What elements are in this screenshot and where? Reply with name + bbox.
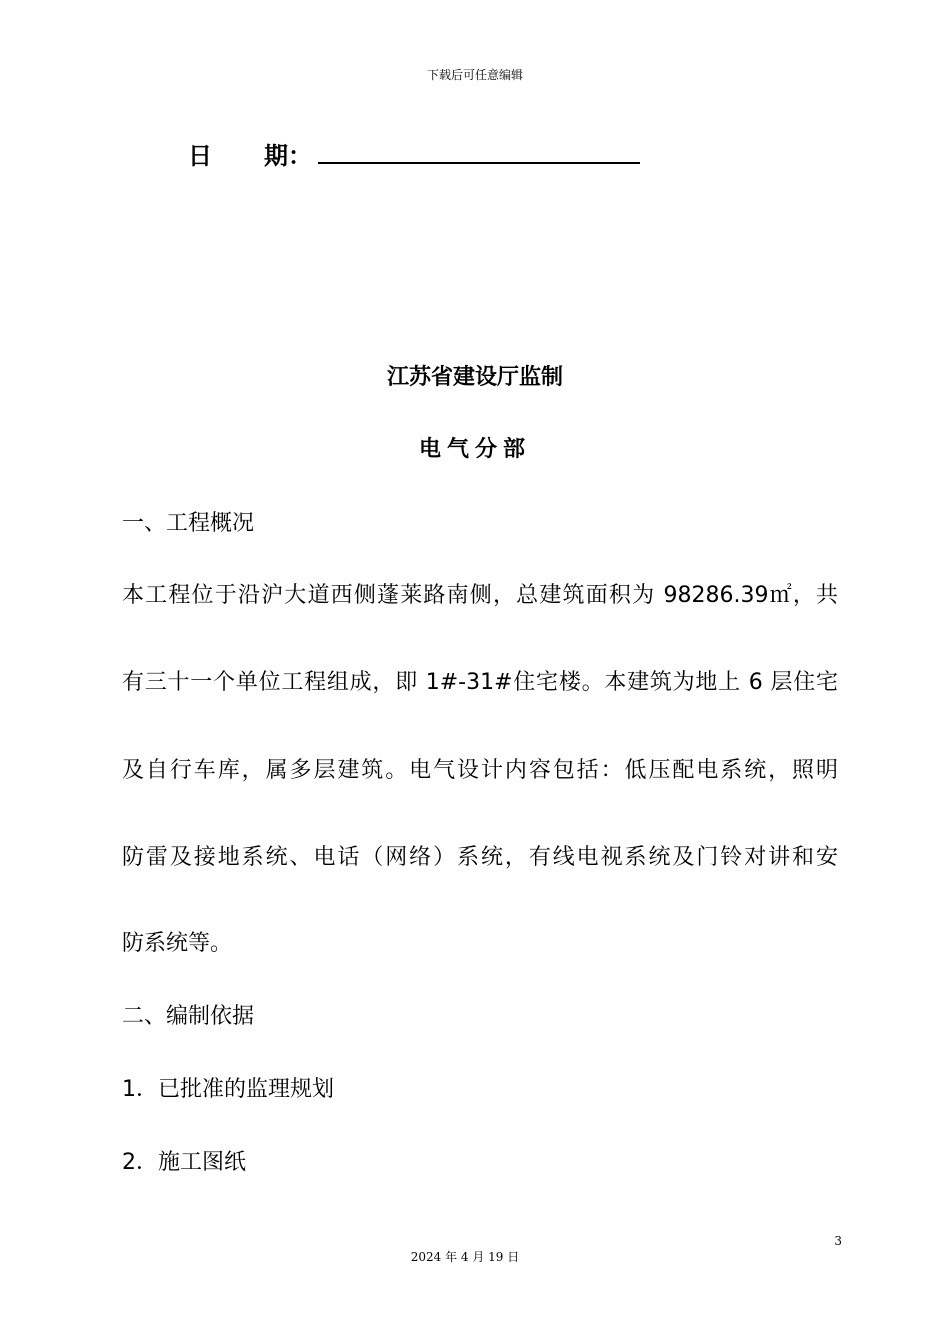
date-label-day: 日 (188, 142, 212, 170)
date-label-period: 期： (264, 142, 312, 170)
date-blank-line (318, 140, 640, 164)
footer-date: 2024 年 4 月 19 日 (410, 1250, 520, 1264)
overview-line: 及自行车库，属多层建筑。电气设计内容包括：低压配电系统，照明 (122, 758, 838, 783)
overview-line: 本工程位于沿沪大道西侧蓬莱路南侧，总建筑面积为 98286.39㎡，共 (122, 583, 838, 608)
page-header-note: 下载后可任意编辑 (426, 68, 523, 82)
overview-line: 防雷及接地系统、电话（网络）系统，有线电视系统及门铃对讲和安 (122, 845, 838, 870)
page-number: 3 (834, 1234, 842, 1248)
basis-item: 1．已批准的监理规划 (122, 1077, 334, 1102)
overview-heading: 一、工程概况 (122, 511, 255, 536)
issuer-title: 江苏省建设厅监制 (386, 365, 563, 390)
overview-line: 有三十一个单位工程组成，即 1#-31#住宅楼。本建筑为地上 6 层住宅 (122, 670, 838, 695)
basis-item: 2．施工图纸 (122, 1150, 246, 1175)
basis-heading: 二、编制依据 (122, 1004, 255, 1029)
date-field (188, 136, 640, 171)
overview-line: 防系统等。 (122, 931, 233, 956)
section-title: 电气分部 (418, 437, 531, 462)
